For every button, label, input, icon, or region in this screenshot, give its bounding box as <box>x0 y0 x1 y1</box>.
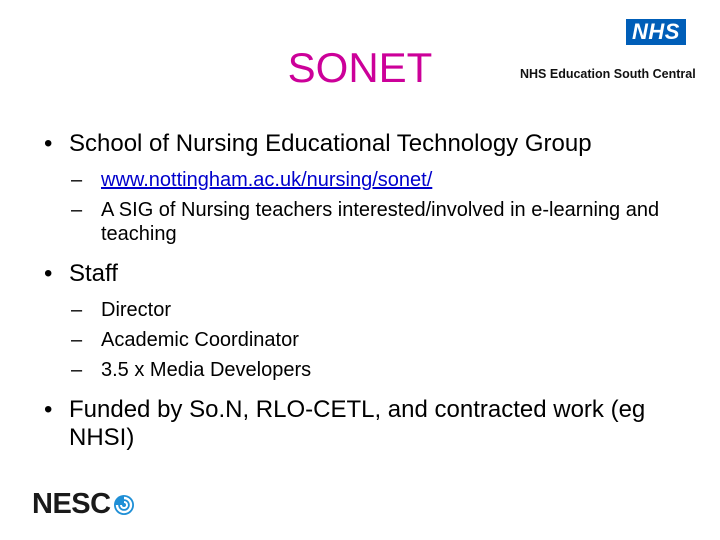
bullet-text: School of Nursing Educational Technology Group <box>69 130 592 157</box>
sonet-url-link[interactable]: www.nottingham.ac.uk/nursing/sonet/ <box>101 169 433 191</box>
dash-icon: – <box>71 169 83 191</box>
dash-icon: – <box>71 329 83 351</box>
sub-item-text: Academic Coordinator <box>101 329 299 351</box>
sub-item-text: Director <box>101 299 172 321</box>
bullet-item <box>44 130 664 158</box>
bullet-text: Funded by So.N, RLO-CETL, and contracted work (eg NHSI) <box>69 396 646 451</box>
bullet-item <box>44 396 664 452</box>
dash-icon: – <box>71 199 83 221</box>
dash-icon: – <box>71 359 83 381</box>
sub-item <box>44 168 664 192</box>
nesc-logo-text: NESC <box>32 487 111 520</box>
slide-title: SONET <box>287 44 433 91</box>
sub-list <box>44 168 664 246</box>
nesc-swirl-icon <box>113 494 135 516</box>
nhs-education-south-central-label: NHS Education South Central <box>520 67 696 81</box>
bullet-icon: • <box>44 260 53 287</box>
nesc-logo <box>32 488 135 520</box>
sub-list <box>44 298 664 382</box>
slide-content <box>44 130 664 466</box>
sub-item-text: 3.5 x Media Developers <box>101 359 312 381</box>
sub-item-text: A SIG of Nursing teachers interested/involved in e-learning and teaching <box>101 199 660 245</box>
nhs-logo: NHS <box>626 19 686 45</box>
dash-icon: – <box>71 299 83 321</box>
bullet-icon: • <box>44 396 53 423</box>
sub-item <box>44 298 664 322</box>
bullet-text: Staff <box>69 260 118 287</box>
sub-item <box>44 358 664 382</box>
bullet-item <box>44 260 664 288</box>
sub-item <box>44 198 664 246</box>
bullet-icon: • <box>44 130 53 157</box>
sub-item <box>44 328 664 352</box>
